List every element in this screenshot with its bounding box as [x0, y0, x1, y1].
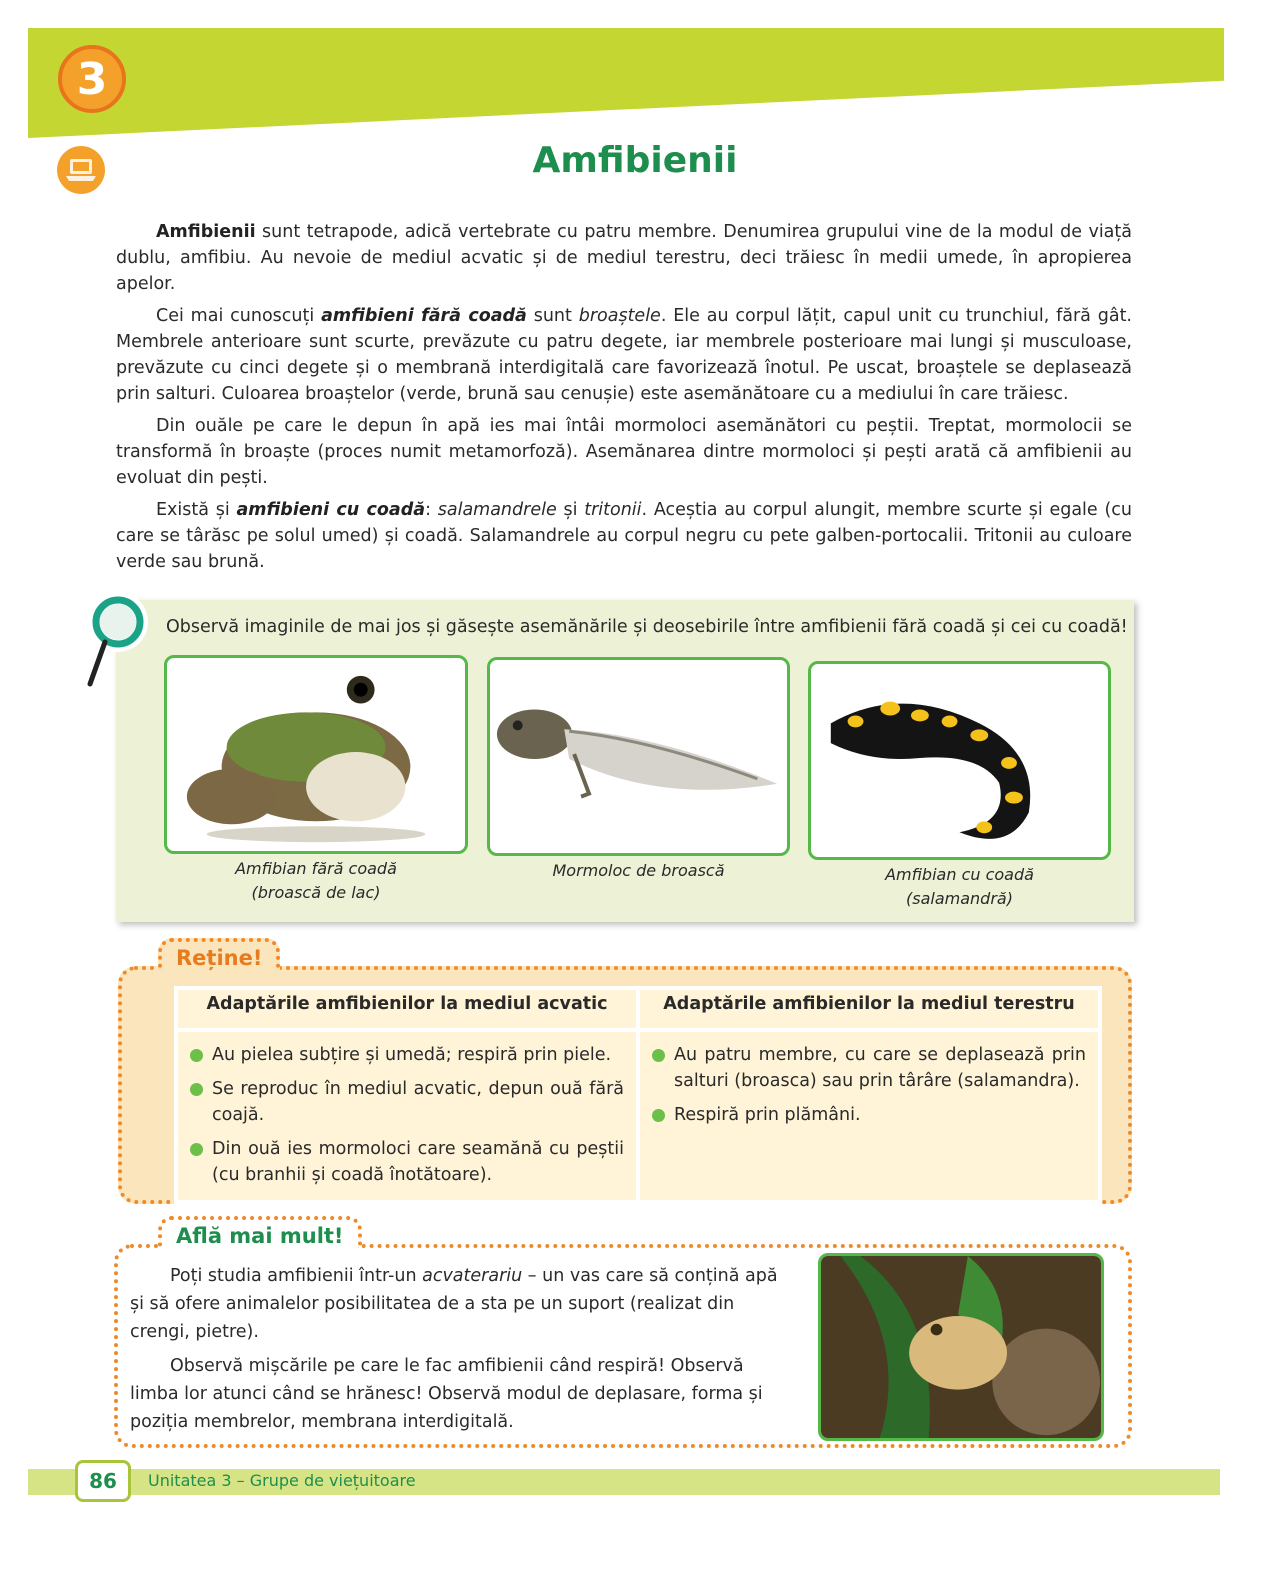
list-item: Au patru membre, cu care se deplasează prin salturi (broasca) sau prin târâre (salamandra). — [652, 1042, 1086, 1094]
page-number: 86 — [75, 1460, 131, 1502]
term-acvaterariu: acvaterariu — [422, 1266, 523, 1286]
term-tritonii: tritonii — [584, 500, 642, 520]
unit-number: 3 — [76, 53, 108, 105]
term-amfibienii: Amfibienii — [156, 222, 256, 242]
col-aquatic-cell — [178, 1032, 636, 1200]
col-terrestrial-cell — [640, 1032, 1098, 1200]
caption-frog — [164, 857, 468, 905]
list-item: Se reproduc în mediul acvatic, depun ouă fără coajă. — [190, 1076, 624, 1128]
header-band — [28, 28, 1224, 138]
afla-text — [130, 1262, 784, 1442]
caption-salamander-line2: (salamandră) — [906, 889, 1013, 908]
afla-p1-a: Poți studia amfibienii într-un — [170, 1266, 423, 1286]
intro-paragraph-3: Din ouăle pe care le depun în apă ies mai întâi mormoloci asemănători cu peștii. Treptat, mormolocii se transformă în broaște (proces numit metamorfoză). Asemănarea dintre mormoloci și pești arată că amfibienii au evoluat din pești. — [116, 416, 1132, 488]
afla-tag: Află mai mult! — [158, 1216, 362, 1248]
frog-photo — [164, 655, 468, 854]
caption-salamander-line1: Amfibian cu coadă — [885, 865, 1034, 884]
list-item: Au pielea subțire și umedă; respiră prin piele. — [190, 1042, 624, 1068]
col-aquatic-header: Adaptările amfibienilor la mediul acvatic — [178, 990, 636, 1028]
adaptations-table — [174, 986, 1102, 1204]
caption-tadpole — [487, 859, 790, 883]
caption-frog-line2: (broască de lac) — [251, 883, 381, 902]
term-fara-coada: amfibieni fără coadă — [321, 306, 527, 326]
list-item: Respiră prin plămâni. — [652, 1102, 1086, 1128]
observation-instruction: Observă imaginile de mai jos și găsește asemănările și deosebirile între amfibienii fără coadă și cei cu coadă! — [166, 617, 1128, 637]
term-salamandrele: salamandrele — [437, 500, 557, 520]
intro-p2-rest: . Ele au corpul lățit, capul unit cu trunchiul, fără gât. Membrele anterioare sunt scurte, prevăzute cu patru degete, iar membrele posterioare mai lungi și musculoase, prevăzute cu cinci degete și o membrană interdigitală care favorizează înotul. Pe uscat, broaștele se deplasează prin salturi. Culoarea broaștelor (verde, brună sau cenușie) este asemănătoare cu a mediului în care trăiesc. — [116, 306, 1132, 404]
intro-p2-b: sunt — [526, 306, 579, 326]
intro-p4-a: Există și — [156, 500, 237, 520]
intro-paragraph-2 — [116, 303, 1132, 407]
intro-p2-a: Cei mai cunoscuți — [156, 306, 322, 326]
retine-tag: Reține! — [158, 938, 280, 970]
page-title: Amfibienii — [532, 140, 738, 181]
intro-text — [116, 219, 1132, 581]
footer-unit-title: Unitatea 3 – Grupe de viețuitoare — [148, 1471, 416, 1490]
intro-p1-text: sunt tetrapode, adică vertebrate cu patru membre. Denumirea grupului vine de la modul de viață dublu, amfibiu. Au nevoie de mediul acvatic și de mediul terestru, deci trăiesc în medii umede, în apropierea apelor. — [116, 222, 1132, 294]
term-broastele: broaștele — [578, 306, 661, 326]
afla-paragraph-2: Observă mișcările pe care le fac amfibienii când respiră! Observă limba lor atunci când se hrănesc! Observă modul de deplasare, forma și poziția membrelor, membrana interdigitală. — [130, 1356, 763, 1432]
list-item: Din ouă ies mormoloci care seamănă cu peștii (cu branhii și coadă înotătoare). — [190, 1136, 624, 1188]
afla-paragraph-1 — [130, 1262, 784, 1346]
unit-number-badge — [58, 45, 126, 113]
intro-p4-c: și — [556, 500, 585, 520]
caption-frog-line1: Amfibian fără coadă — [235, 859, 397, 878]
intro-paragraph-1 — [116, 219, 1132, 297]
intro-p4-b: : — [425, 500, 438, 520]
intro-p4-rest: . Aceștia au corpul alungit, membre scurte și egale (cu care se târăsc pe solul umed) și coadă. Salamandrele au corpul negru cu pete galben-portocalii. Tritonii au culoare verde sau brună. — [116, 500, 1132, 572]
salamander-photo — [808, 661, 1111, 860]
terrarium-frog-photo — [818, 1253, 1104, 1441]
caption-tadpole-line1: Mormoloc de broască — [552, 861, 725, 880]
afla-p1-rest: – un vas care să conțină apă și să ofere animalelor posibilitatea de a sta pe un suport (realizat din crengi, pietre). — [130, 1266, 778, 1342]
tadpole-photo — [487, 657, 790, 856]
col-terrestrial-header: Adaptările amfibienilor la mediul terestru — [640, 990, 1098, 1028]
term-cu-coada: amfibieni cu coadă — [236, 500, 426, 520]
intro-paragraph-4 — [116, 497, 1132, 575]
caption-salamander — [808, 863, 1111, 911]
magnifier-icon — [80, 592, 160, 692]
